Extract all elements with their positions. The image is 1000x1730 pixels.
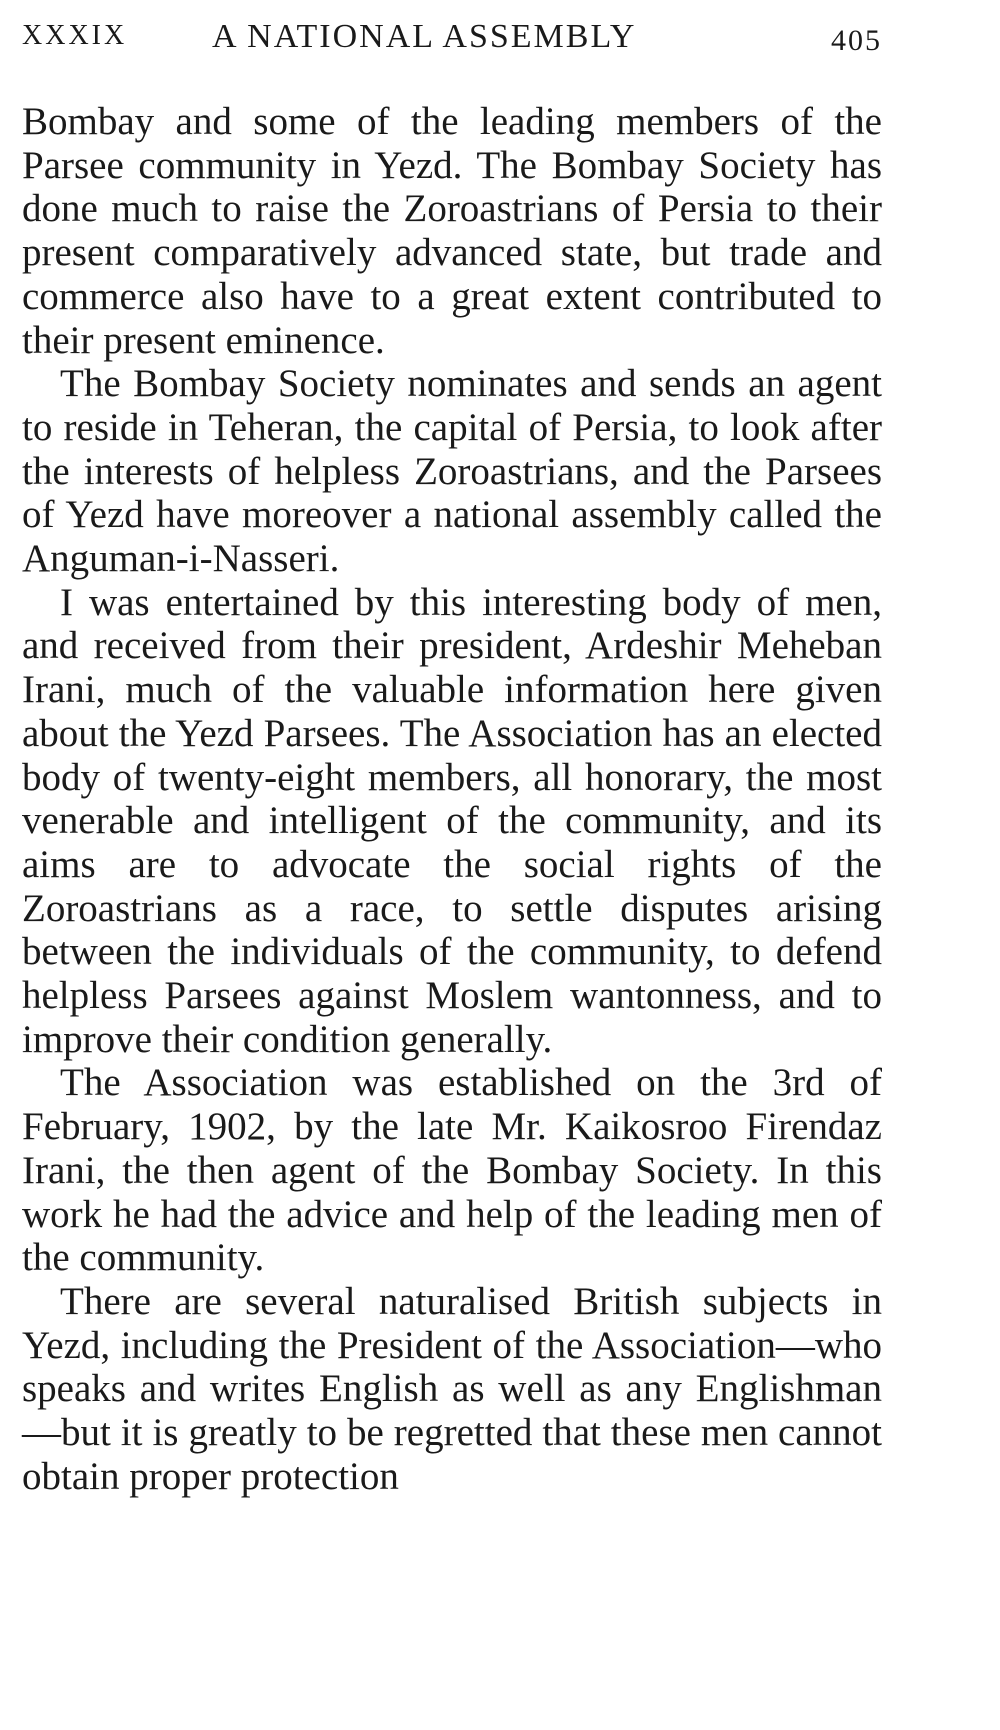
running-title: A NATIONAL ASSEMBLY (212, 18, 637, 55)
paragraph: I was entertained by this interesting body of men, and received from their president, Ardeshir Meheban Irani, much of the valuable information here given about the Yezd Parsees. The Association has an elected body of twenty-eight members, all honorary, the most venerable and intelligent of the community, and its aims are to advocate the social rights of the Zoroastrians as a race, to settle disputes arising between the individuals of the community, to defend helpless Parsees against Moslem wantonness, and to improve their condition generally. (22, 580, 882, 1061)
running-head (22, 18, 882, 62)
book-page (22, 18, 882, 1499)
paragraph: Bombay and some of the leading members of the Parsee community in Yezd. The Bombay Society has done much to raise the Zoroastrians of Persia to their present comparatively advanced state, but trade and commerce also have to a great extent contributed to their present eminence. (22, 100, 882, 362)
body-text (22, 100, 882, 1499)
page-number: 405 (831, 24, 882, 57)
paragraph: There are several naturalised British subjects in Yezd, including the President of the Association—who speaks and writes English as well as any Englishman—but it is greatly to be regretted that these men cannot obtain proper protection (22, 1279, 882, 1498)
paragraph: The Bombay Society nominates and sends an agent to reside in Teheran, the capital of Persia, to look after the interests of helpless Zoroastrians, and the Parsees of Yezd have moreover a national assembly called the Anguman-i-Nasseri. (22, 362, 882, 581)
paragraph: The Association was established on the 3rd of February, 1902, by the late Mr. Kaikosroo Firendaz Irani, the then agent of the Bombay Society. In this work he had the advice and help of the leading men of the community. (22, 1061, 882, 1280)
chapter-number: XXXIX (22, 20, 128, 51)
